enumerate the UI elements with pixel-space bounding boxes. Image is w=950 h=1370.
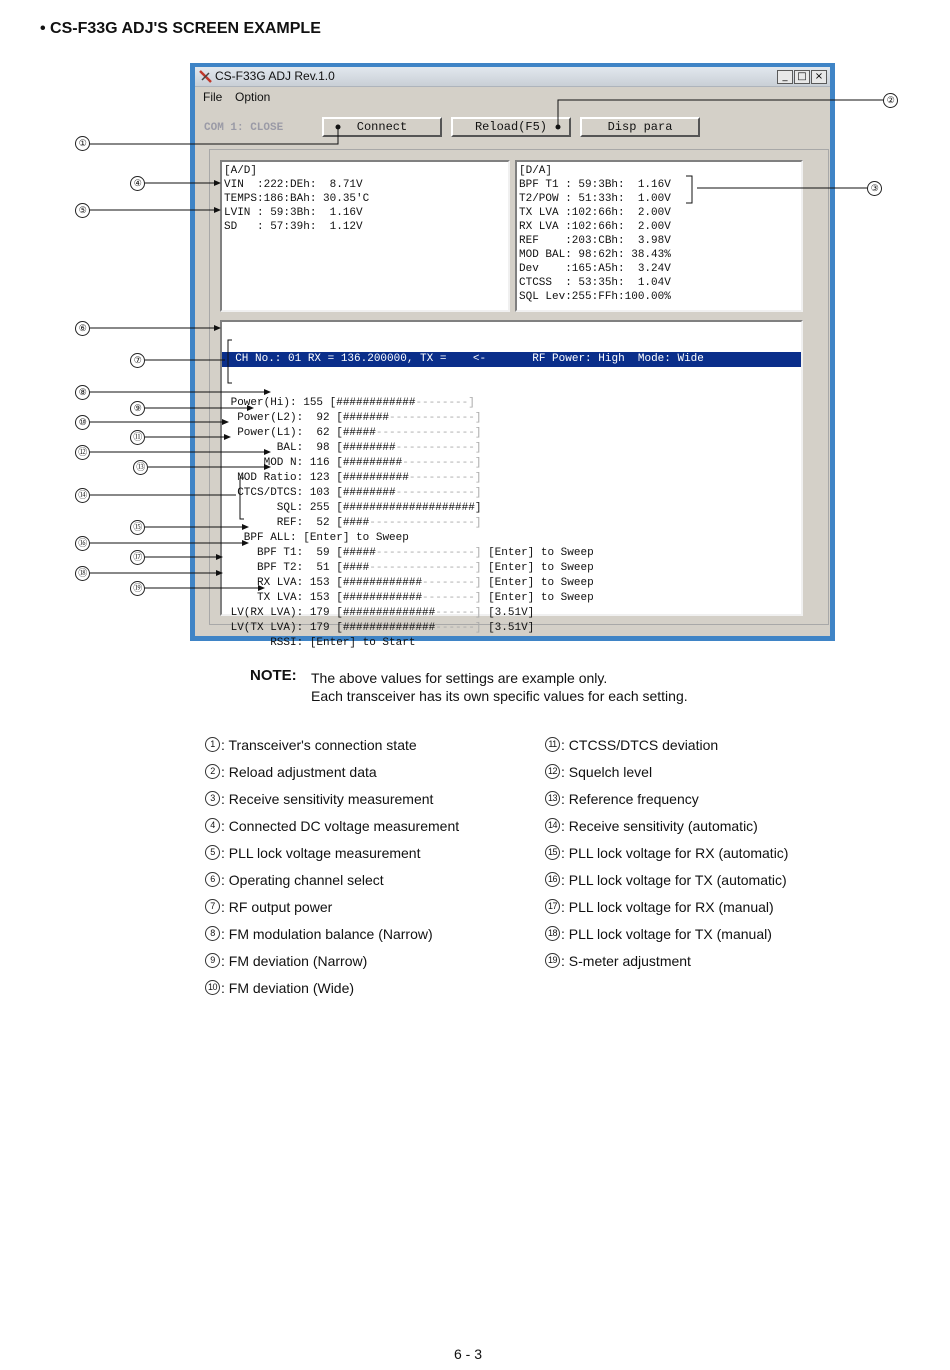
adjust-bar-empty: ------] [435, 607, 482, 619]
adjust-label: MOD Ratio: [224, 472, 304, 484]
legend-item [545, 785, 788, 812]
legend-number: 16 [545, 872, 560, 887]
legend-item [545, 839, 788, 866]
adjust-label: BPF T1: [224, 547, 304, 559]
legend-text: : PLL lock voltage for RX (manual) [561, 898, 774, 915]
adjust-value: 103 [303, 487, 330, 499]
legend-text: : S-meter adjustment [561, 952, 691, 969]
legend-text: : Reload adjustment data [221, 763, 377, 780]
ad-line: TEMPS:186:BAh: 30.35'C [224, 193, 370, 205]
legend-number: 1 [205, 737, 220, 752]
adjust-bar: [############## [329, 622, 436, 634]
adjust-bar-empty: --------] [422, 592, 482, 604]
adjust-value: 62 [303, 427, 330, 439]
legend-number: 13 [545, 791, 560, 806]
legend-number: 11 [545, 737, 560, 752]
legend-number: 9 [205, 953, 220, 968]
adjust-value: 179 [303, 622, 330, 634]
adjust-bar: [####################] [329, 502, 482, 514]
note-line-2: Each transceiver has its own specific values for each setting. [311, 688, 688, 704]
adjust-label: Power(L2): [224, 412, 304, 424]
legend-text: : CTCSS/DTCS deviation [561, 736, 719, 753]
legend-text: : PLL lock voltage for TX (automatic) [561, 871, 787, 888]
adjust-label: MOD N: [224, 457, 304, 469]
adjust-value: 52 [303, 517, 330, 529]
adjust-value: 255 [303, 502, 330, 514]
adjust-bar-empty: ---------------] [375, 427, 482, 439]
legend-number: 17 [545, 899, 560, 914]
adjust-value: 153 [303, 577, 330, 589]
callout-19: ⑲ [130, 581, 145, 596]
callout-4: ④ [130, 176, 145, 191]
adjust-bar-empty: ---------------] [375, 547, 482, 559]
adjust-value: [Enter] to Sweep [296, 532, 409, 544]
adjust-bar-empty: ------] [435, 622, 482, 634]
callout-15: ⑮ [130, 520, 145, 535]
legend-text: : Receive sensitivity measurement [221, 790, 434, 807]
legend-item [545, 947, 788, 974]
com-status: COM 1: CLOSE [204, 122, 284, 134]
callout-12: ⑫ [75, 445, 90, 460]
da-line: REF :203:CBh: 3.98V [519, 235, 671, 247]
adjust-bar-empty: -----------] [402, 457, 482, 469]
da-line: SQL Lev:255:FFh:100.00% [519, 291, 671, 303]
callout-9: ⑨ [130, 401, 145, 416]
close-icon[interactable]: × [811, 70, 827, 84]
legend-number: 5 [205, 845, 220, 860]
adjust-value: 51 [303, 562, 330, 574]
da-line: T2/POW : 51:33h: 1.00V [519, 193, 671, 205]
adjust-action[interactable]: [Enter] to Sweep [481, 592, 594, 604]
adjust-bar-empty: --------] [422, 577, 482, 589]
ad-line: [A/D] [224, 165, 258, 177]
adjust-bar-empty: ----------------] [369, 562, 482, 574]
adjust-value: 92 [303, 412, 330, 424]
adjust-action[interactable]: [Enter] to Sweep [481, 547, 594, 559]
adjust-label: Power(L1): [224, 427, 304, 439]
disp-para-button[interactable]: Disp para [580, 117, 700, 137]
adjust-bar: [########## [329, 472, 409, 484]
legend-item [205, 893, 459, 920]
callout-8: ⑧ [75, 385, 90, 400]
callout-14: ⑭ [75, 488, 90, 503]
adjust-label: LV(TX LVA): [224, 622, 304, 634]
callout-11: ⑪ [130, 430, 145, 445]
legend-text: : FM deviation (Wide) [221, 979, 355, 996]
legend-item [205, 785, 459, 812]
adjust-label: REF: [224, 517, 304, 529]
legend-text: : PLL lock voltage for RX (automatic) [561, 844, 789, 861]
legend-number: 2 [205, 764, 220, 779]
adjust-bar-empty: ----------] [408, 472, 482, 484]
legend-number: 18 [545, 926, 560, 941]
legend-item [205, 947, 459, 974]
da-line: CTCSS : 53:35h: 1.04V [519, 277, 671, 289]
legend-number: 19 [545, 953, 560, 968]
legend-number: 3 [205, 791, 220, 806]
da-line: RX LVA :102:66h: 2.00V [519, 221, 671, 233]
legend-number: 14 [545, 818, 560, 833]
da-line: Dev :165:A5h: 3.24V [519, 263, 671, 275]
callout-18: ⑱ [75, 566, 90, 581]
adjust-action[interactable]: [3.51V] [481, 622, 535, 634]
callout-6: ⑥ [75, 321, 90, 336]
adjust-value: 155 [296, 397, 324, 409]
adjust-bar: [#### [329, 517, 370, 529]
legend-item [205, 731, 459, 758]
adjust-bar-empty: --------] [415, 397, 475, 409]
legend-text: : Squelch level [561, 763, 653, 780]
da-line: BPF T1 : 59:3Bh: 1.16V [519, 179, 671, 191]
page-heading: • CS-F33G ADJ'S SCREEN EXAMPLE [40, 20, 321, 37]
adjust-value: 123 [303, 472, 330, 484]
adjust-bar: [######## [329, 487, 396, 499]
callout-7: ⑦ [130, 353, 145, 368]
adjust-label: LV(RX LVA): [224, 607, 304, 619]
legend-item [545, 731, 788, 758]
callout-16: ⑯ [75, 536, 90, 551]
window-title: CS-F33G ADJ Rev.1.0 [215, 69, 335, 83]
page-number: 6 - 3 [454, 1346, 483, 1362]
connect-button[interactable]: Connect [322, 117, 442, 137]
da-line: TX LVA :102:66h: 2.00V [519, 207, 671, 219]
minimize-icon[interactable]: _ [777, 70, 793, 84]
da-line: [D/A] [519, 165, 553, 177]
adjust-label: SQL: [224, 502, 304, 514]
legend-text: : Operating channel select [221, 871, 384, 888]
ad-line: SD : 57:39h: 1.12V [224, 221, 363, 233]
adjust-bar: [############ [329, 592, 423, 604]
adjust-bar: [#### [329, 562, 370, 574]
callout-5: ⑤ [75, 203, 90, 218]
adjust-bar: [######### [329, 457, 403, 469]
adjust-label: TX LVA: [224, 592, 304, 604]
note-line-1: The above values for settings are example only. [311, 670, 608, 686]
adjust-bar: [####### [329, 412, 390, 424]
legend-item [205, 839, 459, 866]
adjust-bar-empty: -------------] [389, 412, 482, 424]
legend-item [545, 920, 788, 947]
legend-item [205, 758, 459, 785]
legend-number: 12 [545, 764, 560, 779]
adjust-value: [Enter] to Start [303, 637, 416, 649]
adjust-value: 59 [303, 547, 330, 559]
legend-number: 10 [205, 980, 220, 995]
legend-left [205, 731, 459, 1001]
adjust-label: Power(Hi): [224, 397, 297, 409]
adjust-bar: [############## [329, 607, 436, 619]
legend-text: : FM deviation (Narrow) [221, 952, 368, 969]
ad-line: VIN :222:DEh: 8.71V [224, 179, 363, 191]
adjust-value: 179 [303, 607, 330, 619]
legend-text: : Reference frequency [561, 790, 699, 807]
reload-button[interactable]: Reload(F5) [451, 117, 571, 137]
legend-item [205, 974, 459, 1001]
note-label: NOTE: [250, 667, 297, 684]
adjust-value: 153 [303, 592, 330, 604]
adjust-label: BPF ALL: [224, 532, 297, 544]
adjust-value: 98 [303, 442, 330, 454]
menu-file[interactable]: File [203, 90, 223, 104]
adjust-bar: [############ [323, 397, 416, 409]
legend-text: : RF output power [221, 898, 333, 915]
callout-1: ① [75, 136, 90, 151]
legend-item [545, 893, 788, 920]
callout-10: ⑩ [75, 415, 90, 430]
adjust-bar-empty: ----------------] [369, 517, 482, 529]
legend-text: : PLL lock voltage measurement [221, 844, 421, 861]
adjust-bar: [############ [329, 577, 423, 589]
legend-right [545, 731, 788, 974]
legend-number: 6 [205, 872, 220, 887]
callout-2: ② [883, 93, 898, 108]
ad-line: LVIN : 59:3Bh: 1.16V [224, 207, 363, 219]
adjust-bar-empty: ------------] [395, 487, 482, 499]
legend-number: 7 [205, 899, 220, 914]
adjust-label: BPF T2: [224, 562, 304, 574]
legend-item [205, 866, 459, 893]
callout-3: ③ [867, 181, 882, 196]
adjust-bar-empty: ------------] [395, 442, 482, 454]
legend-item [545, 812, 788, 839]
legend-number: 4 [205, 818, 220, 833]
adjust-bar: [##### [329, 427, 376, 439]
legend-text: : Transceiver's connection state [221, 736, 417, 753]
da-line: MOD BAL: 98:62h: 38.43% [519, 249, 671, 261]
legend-item [545, 866, 788, 893]
adjust-action[interactable]: [Enter] to Sweep [481, 562, 594, 574]
adjust-label: BAL: [224, 442, 304, 454]
legend-text: : Connected DC voltage measurement [221, 817, 460, 834]
legend-text: : FM modulation balance (Narrow) [221, 925, 433, 942]
menu-option[interactable]: Option [235, 90, 271, 104]
adjust-label: RX LVA: [224, 577, 304, 589]
callout-17: ⑰ [130, 550, 145, 565]
adjust-action[interactable]: [Enter] to Sweep [481, 577, 594, 589]
legend-text: : PLL lock voltage for TX (manual) [561, 925, 772, 942]
adjust-bar: [######## [329, 442, 396, 454]
adjust-label: RSSI: [224, 637, 304, 649]
legend-number: 15 [545, 845, 560, 860]
legend-item [205, 812, 459, 839]
maximize-icon[interactable]: □ [794, 70, 810, 84]
adjust-action[interactable]: [3.51V] [481, 607, 535, 619]
legend-text: : Receive sensitivity (automatic) [561, 817, 758, 834]
note-text [311, 669, 688, 705]
adjust-value: 116 [303, 457, 330, 469]
legend-item [545, 758, 788, 785]
channel-select-row[interactable]: CH No.: 01 RX = 136.200000, TX = <- RF Power: High Mode: Wide [222, 352, 801, 367]
callout-13: ⑬ [133, 460, 148, 475]
legend-item [205, 920, 459, 947]
legend-number: 8 [205, 926, 220, 941]
adjust-bar: [##### [329, 547, 376, 559]
adjust-label: CTCS/DTCS: [224, 487, 304, 499]
